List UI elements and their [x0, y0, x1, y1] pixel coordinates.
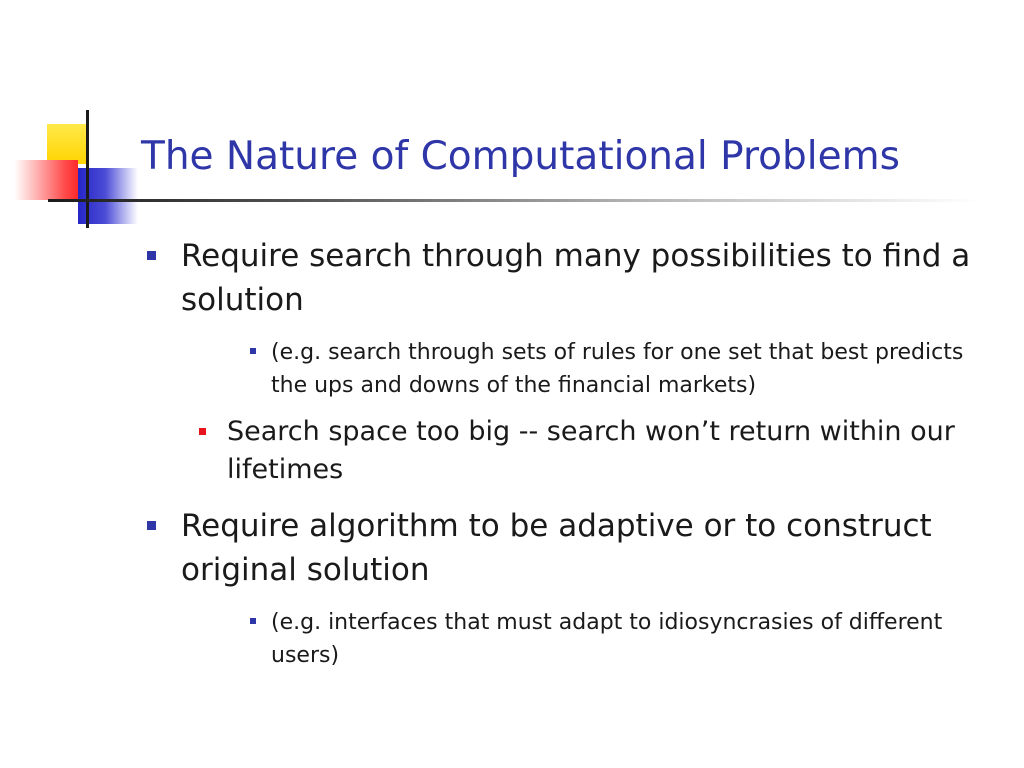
- bullet-item-level3: [271, 336, 971, 402]
- bullet-item-level1: [181, 504, 981, 592]
- bullet-item-level3: [271, 606, 971, 672]
- bullet-item-level1: [181, 234, 981, 322]
- bullet-text: Search space too big -- search won’t return within our lifetimes: [227, 416, 955, 485]
- bullet-text: Require search through many possibilities to find a solution: [181, 238, 971, 318]
- square-bullet-icon: [147, 251, 156, 260]
- bullet-text: (e.g. search through sets of rules for one set that best predicts the ups and downs of the financial markets): [271, 340, 964, 398]
- square-bullet-icon: [147, 521, 156, 530]
- bullet-item-level2: [227, 413, 997, 489]
- bullet-text: Require algorithm to be adaptive or to construct original solution: [181, 508, 932, 588]
- slide-title: The Nature of Computational Problems: [141, 134, 900, 179]
- bullet-text: (e.g. interfaces that must adapt to idiosyncrasies of different users): [271, 610, 943, 668]
- square-bullet-icon: [250, 348, 256, 354]
- square-bullet-icon: [250, 618, 256, 624]
- square-bullet-icon: [199, 428, 206, 435]
